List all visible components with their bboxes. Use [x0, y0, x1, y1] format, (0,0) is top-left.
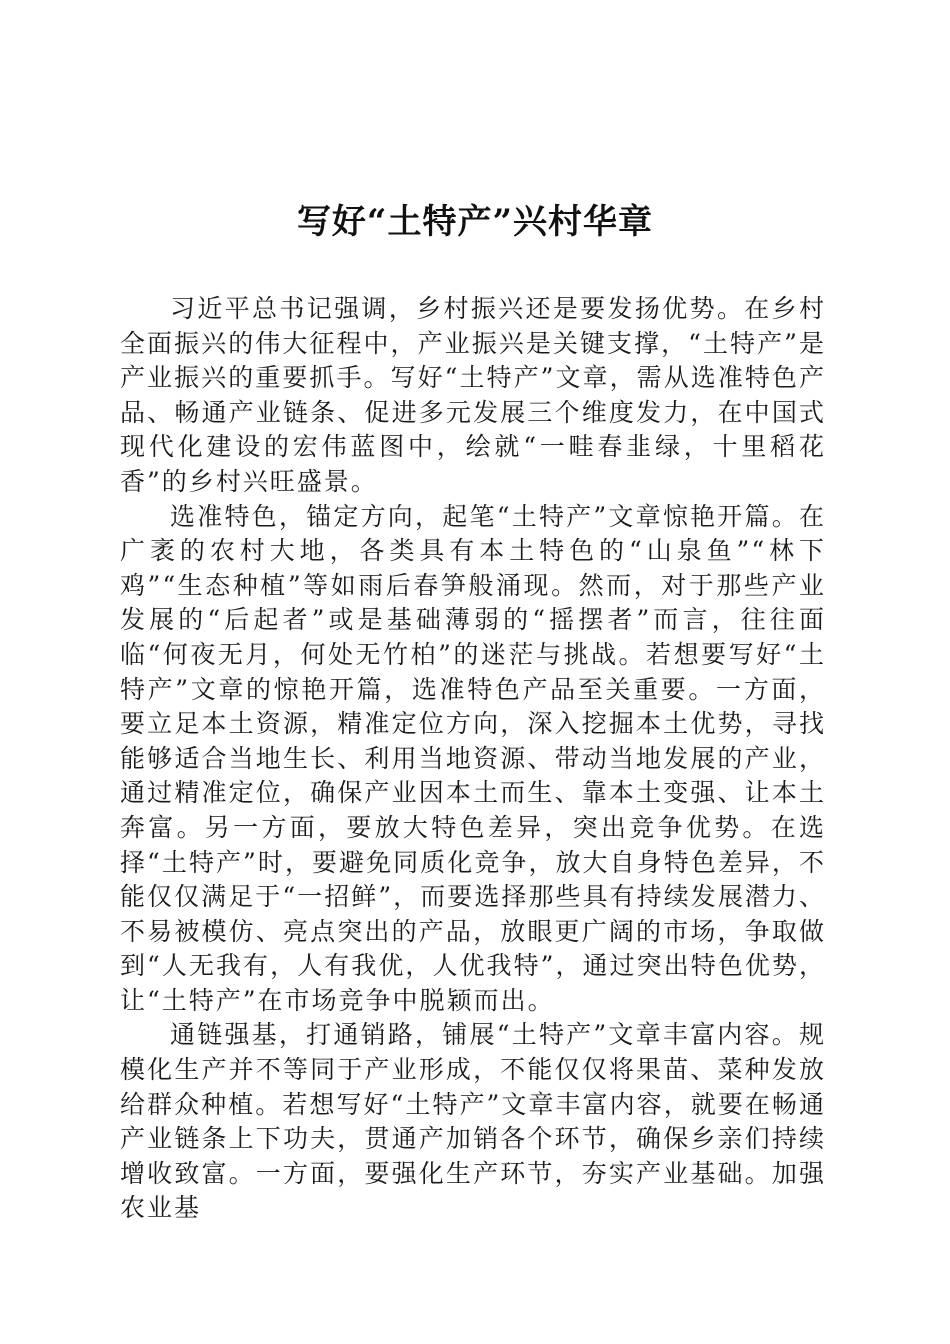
paragraph-1: 习近平总书记强调，乡村振兴还是要发扬优势。在乡村全面振兴的伟大征程中，产业振兴是关键支撑，“土特产”是产业振兴的重要抓手。写好“土特产”文章，需从选准特色产品、畅通产业链条、促进多元发展三个维度发力，在中国式现代化建设的宏伟蓝图中，绘就“一畦春韭绿，十里稻花香”的乡村兴旺盛景。	[120, 294, 826, 496]
paragraph-3: 通链强基，打通销路，铺展“土特产”文章丰富内容。规模化生产并不等同于产业形成，不能仅仅将果苗、菜种发放给群众种植。若想写好“土特产”文章丰富内容，就要在畅通产业链条上下功夫，贯通产加销各个环节，确保乡亲们持续增收致富。一方面，要强化生产环节，夯实产业基础。加强农业基	[120, 1020, 826, 1223]
document-body	[120, 292, 826, 1226]
document-title: 写好“土特产”兴村华章	[296, 202, 654, 242]
paragraph-2: 选准特色，锚定方向，起笔“土特产”文章惊艳开篇。在广袤的农村大地，各类具有本土特色的“山泉鱼”“林下鸡”“生态种植”等如雨后春笋般涌现。然而，对于那些产业发展的“后起者”或是基础薄弱的“摇摆者”而言，往往面临“何夜无月，何处无竹柏”的迷茫与挑战。若想要写好“土特产”文章的惊艳开篇，选准特色产品至关重要。一方面，要立足本土资源，精准定位方向，深入挖掘本土优势，寻找能够适合当地生长、利用当地资源、带动当地发展的产业，通过精准定位，确保产业因本土而生、靠本土变强、让本土奔富。另一方面，要放大特色差异，突出竞争优势。在选择“土特产”时，要避免同质化竞争，放大自身特色差异，不能仅仅满足于“一招鲜”，而要选择那些具有持续发展潜力、不易被模仿、亮点突出的产品，放眼更广阔的市场，争取做到“人无我有，人有我优，人优我特”，通过突出特色优势，让“土特产”在市场竞争中脱颖而出。	[120, 501, 826, 1015]
